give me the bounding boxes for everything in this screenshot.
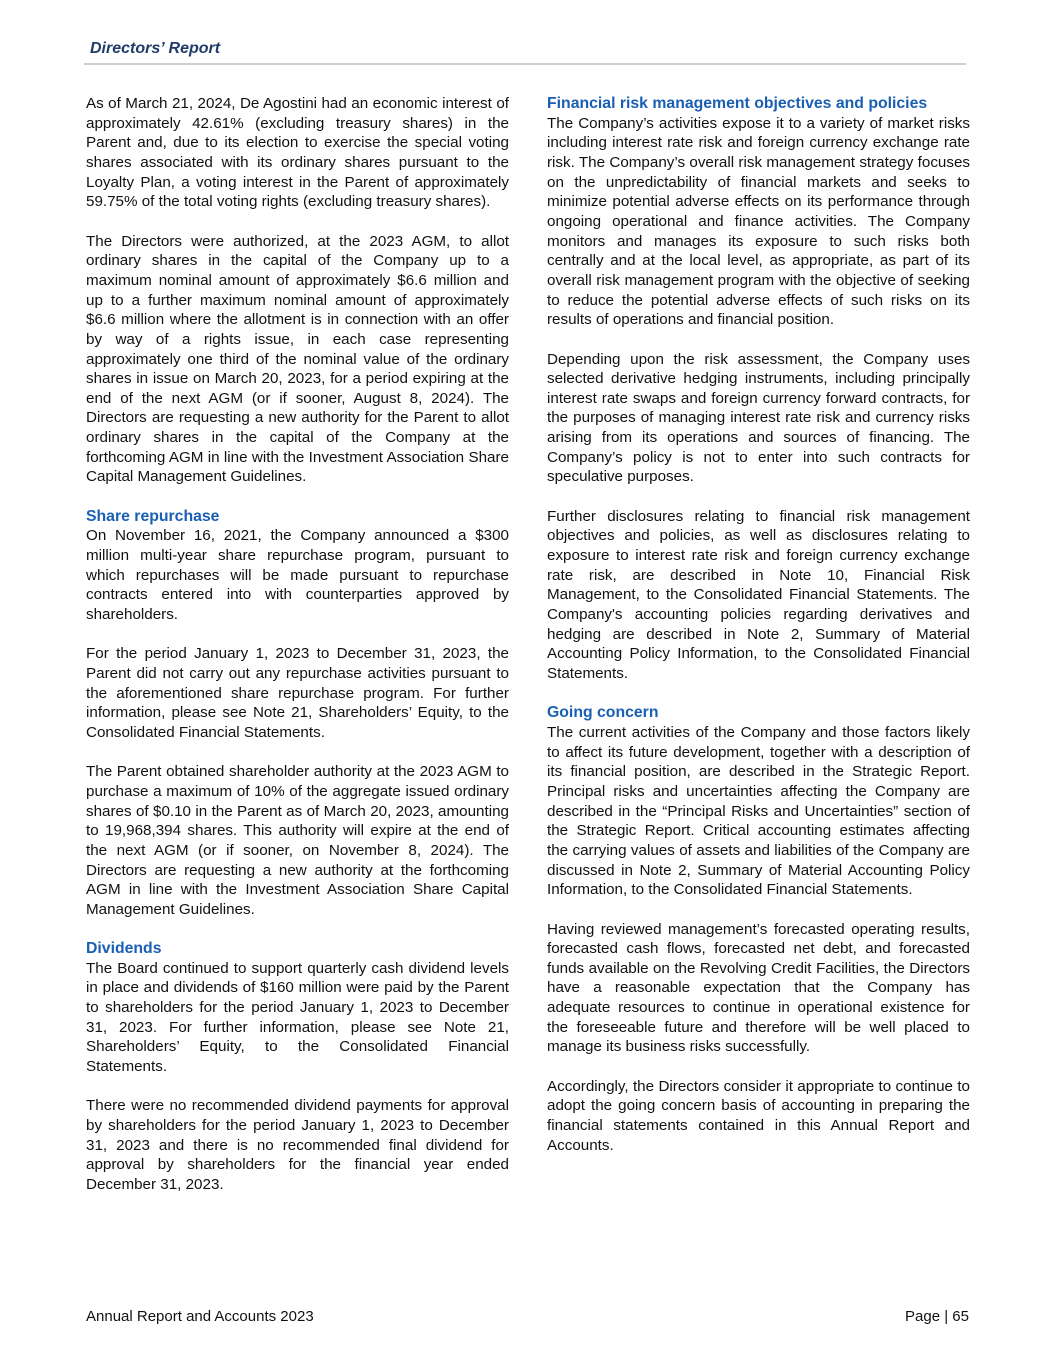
section-heading-share-repurchase: Share repurchase (86, 507, 220, 525)
paragraph: Accordingly, the Directors consider it appropriate to continue to adopt the going concern basis of accounting in preparing the financial statements contained in this Annual Report and Accounts. (547, 1077, 970, 1154)
paragraph: For the period January 1, 2023 to December 31, 2023, the Parent did not carry out any repurchase activities pursuant to the aforementioned share repurchase program. For further information, please see Note 21, Shareholders’ Equity, to the Consolidated Financial Statements. (86, 645, 509, 741)
paragraph: As of March 21, 2024, De Agostini had an economic interest of approximately 42.61% (excluding treasury shares) in the Parent and, due to its election to exercise the special voting shares associated with its ordinary shares pursuant to the Loyalty Plan, a voting interest in the Parent of approximately 59.75% of the total voting rights (excluding treasury shares). (86, 95, 509, 211)
paragraph: The Company’s activities expose it to a variety of market risks including interest rate risk and foreign currency exchange rate risk. The Company’s overall risk management strategy focuses on the unpredictability of financial markets and seeks to minimize potential adverse effects on its performance through ongoing operational and finance activities. The Company monitors and manages its exposure to such risks both centrally and at the local level, as appropriate, as part of its overall risk management program with the objective of seeking to reduce the potential adverse effects of such risks on its results of operations and financial position. (547, 114, 970, 329)
paragraph: The Directors were authorized, at the 2023 AGM, to allot ordinary shares in the capital of the Company up to a maximum nominal amount of approximately $6.6 million and up to a further maximum nominal amount of approximately $6.6 million where the allotment is in connection with an offer by way of a rights issue, in each case representing approximately one third of the nominal value of the ordinary shares in issue on March 20, 2023, for a period expiring at the end of the next AGM (or if sooner, August 8, 2024). The Directors are requesting a new authority for the Parent to allot ordinary shares in the capital of the Company at the forthcoming AGM in line with the Investment Association Share Capital Management Guidelines. (86, 232, 509, 486)
paragraph: The Board continued to support quarterly cash dividend levels in place and dividends of $160 million were paid by the Parent to shareholders for the period January 1, 2023 to December 31, 2023. For further information, please see Note 21, Shareholders’ Equity, to the Consolidated Financial Statements. (86, 959, 509, 1076)
page-header-title: Directors’ Report (90, 40, 221, 57)
paragraph: Having reviewed management’s forecasted operating results, forecasted cash flows, forecasted net debt, and forecasted funds available on the Revolving Credit Facilities, the Directors have a reasonable expectation that the Company has adequate resources to continue in operational existence for the foreseeable future and therefore will be well placed to manage its business risks successfully. (547, 920, 970, 1056)
footer-page-number: Page | 65 (905, 1308, 969, 1325)
paragraph: Further disclosures relating to financial risk management objectives and policies, as well as disclosures relating to exposure to interest rate risk and foreign currency exchange rate risk, are described in Note 10, Financial Risk Management, to the Consolidated Financial Statements. The Company's accounting policies regarding derivatives and hedging are described in Note 2, Summary of Material Accounting Policy Information, to the Consolidated Financial Statements. (547, 507, 970, 682)
left-column (86, 94, 509, 1214)
right-column (547, 94, 970, 1175)
header-divider (84, 63, 966, 65)
section-heading-financial-risk: Financial risk management objectives and policies (547, 95, 928, 112)
paragraph: The Parent obtained shareholder authority at the 2023 AGM to purchase a maximum of 10% of the aggregate issued ordinary shares of $0.10 in the Parent as of March 20, 2023, amounting to 19,968,394 shares. This authority will expire at the end of the next AGM (or if sooner, on November 8, 2024). The Directors are requesting a new authority at the forthcoming AGM in line with the Investment Association Share Capital Management Guidelines. (86, 763, 509, 918)
paragraph: The current activities of the Company and those factors likely to affect its future development, together with a description of its financial position, are described in the Strategic Report. Principal risks and uncertainties affecting the Company are described in the “Principal Risks and Uncertainties” section of the Strategic Report. Critical accounting estimates affecting the carrying values of assets and liabilities of the Company are discussed in Note 2, Summary of Material Accounting Policy Information, to the Consolidated Financial Statements. (547, 723, 970, 899)
paragraph: There were no recommended dividend payments for approval by shareholders for the period January 1, 2023 to December 31, 2023 and there is no recommended final dividend for approval by shareholders for the financial year ended December 31, 2023. (86, 1097, 509, 1193)
footer-report-title: Annual Report and Accounts 2023 (86, 1308, 314, 1325)
section-heading-dividends: Dividends (86, 940, 162, 958)
paragraph: Depending upon the risk assessment, the Company uses selected derivative hedging instruments, including principally interest rate swaps and foreign currency forward contracts, for the purposes of managing interest rate risk and currency risks arising from its operations and sources of financing. The Company’s policy is not to enter into such contracts for speculative purposes. (547, 350, 970, 486)
section-heading-going-concern: Going concern (547, 704, 659, 722)
paragraph: On November 16, 2021, the Company announced a $300 million multi-year share repurchase program, pursuant to which repurchases will be made pursuant to repurchase contracts entered into with counterparties approved by shareholders. (86, 527, 509, 624)
